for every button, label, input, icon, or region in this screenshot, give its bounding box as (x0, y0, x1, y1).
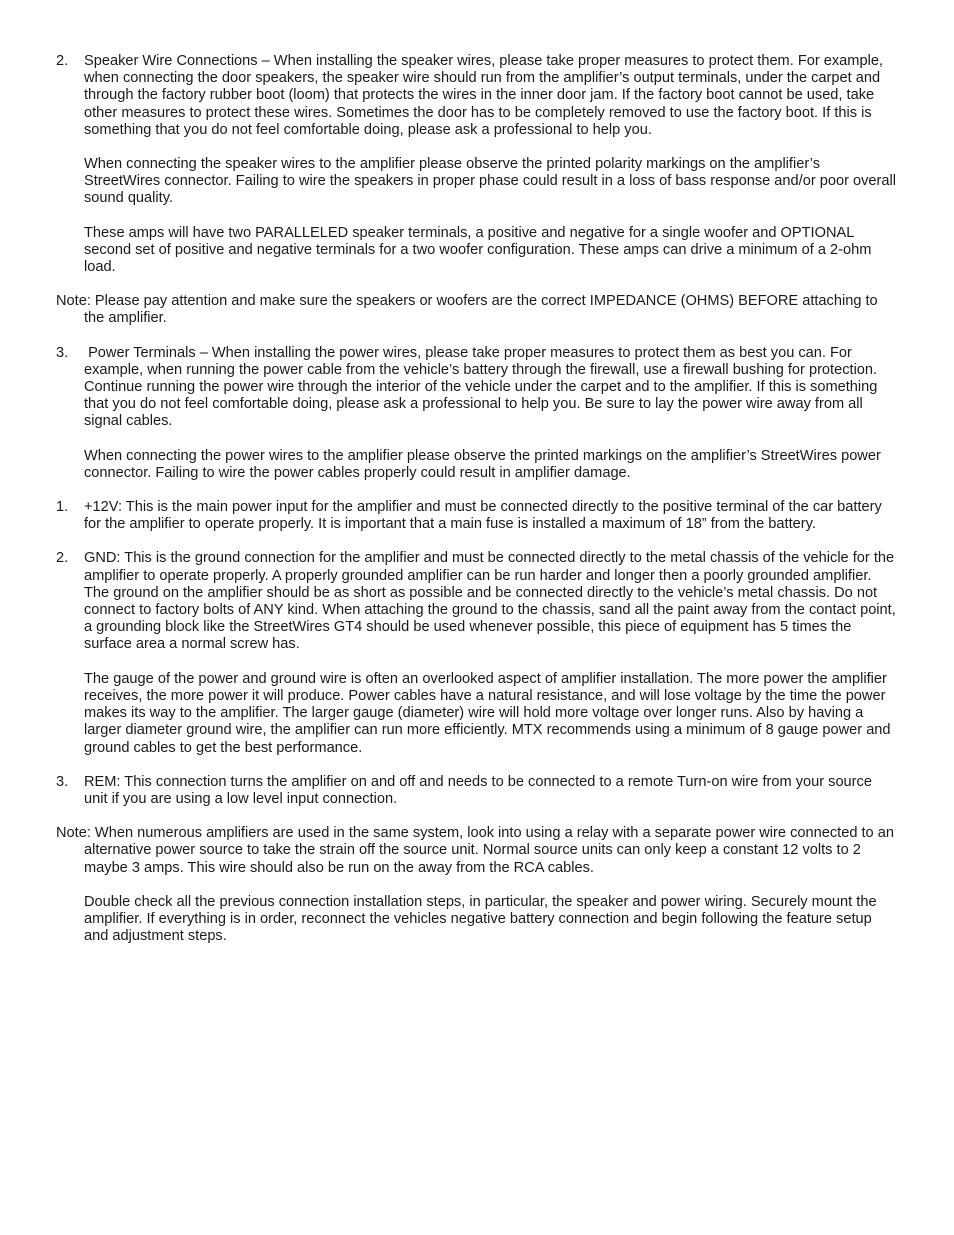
list-item-text: Power Terminals – When installing the power wires, please take proper measures to protect them as best you can. For example, when running the power cable from the vehicle’s battery through the firewall, use a firewall bushing for protection. Continue running the power wire through the interior of the vehicle under the carpet and to the amplifier. If this is something that you do not feel comfortable doing, please ask a professional to help you. Be sure to lay the power wire away from all signal cables. (84, 344, 882, 430)
speaker-wire-connections-item (56, 53, 896, 139)
note-paragraph: Note: Please pay attention and make sure the speakers or woofers are the correct IMPEDANCE (OHMS) BEFORE attaching to the amplifier. (56, 293, 878, 327)
paragraph: When connecting the power wires to the amplifier please observe the printed markings on the amplifier’s StreetWires power connector. Failing to wire the power cables properly could result in amplifier damage. (84, 447, 881, 481)
list-marker: 2. (56, 53, 69, 69)
paragraph: The gauge of the power and ground wire is often an overlooked aspect of amplifier installation. The more power the amplifier receives, the more power it will produce. Power cables have a natural resistance, and will lose voltage by the time the power makes its way to the amplifier. The larger gauge (diameter) wire will hold more voltage over longer runs. Also by having a larger diameter ground wire, the amplifier can run more efficiently. MTX recommends using a minimum of 8 gauge power and ground cables to get the best performance. (84, 670, 891, 756)
note-paragraph: Note: When numerous amplifiers are used in the same system, look into using a relay with a separate power wire connected to an alternative power source to take the strain off the source unit. Normal source units can only keep a constant 12 volts to 2 maybe 3 amps. This wire should also be run on the away from the RCA cables. (56, 825, 894, 876)
list-marker: 3. (56, 344, 69, 361)
list-item-text: GND: This is the ground connection for the amplifier and must be connected directly to the metal chassis of the vehicle for the amplifier to operate properly. A properly grounded amplifier can be run harder and longer then a poorly grounded amplifier. The ground on the amplifier should be as short as possible and be connected directly to the vehicle’s metal chassis. Do not connect to factory bolts of ANY kind. When attaching the ground to the chassis, sand all the paint away from the contact point, a grounding block like the StreetWires GT4 should be used whenever possible, this piece of equipment has 5 times the surface area a normal screw has. (84, 550, 896, 653)
power-terminals-item (56, 345, 896, 431)
paragraph: When connecting the speaker wires to the amplifier please observe the printed polarity markings on the amplifier’s StreetWires connector. Failing to wire the speakers in proper phase could result in a loss of bass response and/or poor overall sound quality. (84, 156, 896, 207)
gnd-item (56, 550, 896, 653)
rem-item (56, 774, 896, 808)
paragraph: Double check all the previous connection installation steps, in particular, the speaker and power wiring. Securely mount the amplifier. If everything is in order, reconnect the vehicles negative battery connection and begin following the feature setup and adjustment steps. (84, 893, 877, 945)
list-item-text: Speaker Wire Connections – When installing the speaker wires, please take proper measures to protect them. For example, when connecting the door speakers, the speaker wire should run from the amplifier’s output terminals, under the carpet and through the factory rubber boot (loom) that protects the wires in the inner door jam. If the factory boot cannot be used, take other measures to protect these wires. Sometimes the door has to be completely removed to use the factory boot. If this is something that you do not feel comfortable doing, please ask a professional to help you. (84, 53, 883, 138)
list-marker: 1. (56, 499, 69, 516)
list-item-text: REM: This connection turns the amplifier on and off and needs to be connected to a remote Turn-on wire from your source unit if you are using a low level input connection. (84, 773, 872, 807)
list-marker: 2. (56, 550, 69, 567)
plus-12v-item (56, 499, 896, 533)
list-marker: 3. (56, 773, 69, 790)
paragraph: These amps will have two PARALLELED speaker terminals, a positive and negative for a single woofer and OPTIONAL second set of positive and negative terminals for a two woofer configuration. These amps can drive a minimum of a 2-ohm load. (84, 224, 872, 276)
list-item-text: +12V: This is the main power input for the amplifier and must be connected directly to the positive terminal of the car battery for the amplifier to operate properly. It is important that a main fuse is installed a maximum of 18” from the battery. (84, 499, 882, 533)
